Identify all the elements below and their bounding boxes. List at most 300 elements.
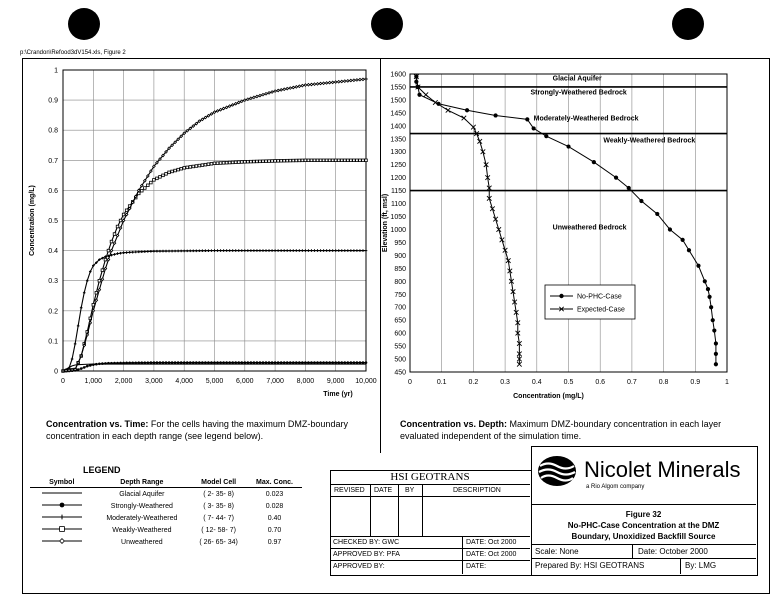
time-series-point	[95, 291, 98, 294]
time-series-point	[347, 361, 350, 364]
firm-name: HSI GEOTRANS	[390, 471, 470, 483]
time-series-point	[201, 164, 204, 167]
time-series-point	[265, 160, 268, 163]
time-series-point	[307, 249, 310, 252]
approved-by-2: APPROVED BY:	[333, 563, 385, 570]
time-series-point	[240, 249, 243, 252]
time-series-point	[150, 361, 153, 364]
time-series-point	[113, 242, 116, 245]
depth-y-tick-label: 700	[394, 304, 406, 312]
depth-series-point	[655, 212, 659, 216]
depth-y-tick-label: 1200	[390, 175, 406, 183]
time-series-point	[119, 252, 122, 255]
time-series-point	[325, 361, 328, 364]
legend-model-cell: ( 26- 65- 34)	[199, 538, 238, 546]
time-x-tick-label: 7,000	[266, 378, 284, 385]
time-series-point	[174, 250, 177, 253]
nicolet-logo-icon	[536, 454, 578, 488]
time-series-point	[180, 167, 183, 170]
time-series-point	[234, 249, 237, 252]
legend-symbol-icon	[40, 524, 84, 534]
time-series-point	[137, 361, 140, 364]
legend-symbol-icon	[40, 512, 84, 522]
time-series-point	[150, 181, 153, 184]
time-series-point	[316, 83, 319, 86]
time-series-point	[186, 250, 189, 253]
binder-hole-right	[672, 8, 704, 40]
time-series-point	[80, 355, 83, 358]
depth-series-point	[462, 116, 467, 121]
depth-y-tick-label: 1400	[390, 123, 406, 131]
depth-y-axis-label: Elevation (ft, msl)	[382, 193, 389, 253]
time-series-point	[159, 158, 162, 161]
legend-depth-range: Glacial Aquifer	[119, 490, 165, 498]
time-series-point	[283, 159, 286, 162]
binder-hole-center	[371, 8, 403, 40]
legend-table	[30, 478, 302, 548]
time-series-point	[207, 249, 210, 252]
depth-series-point	[566, 144, 570, 148]
time-series-point	[268, 361, 271, 364]
by-text: By: LMG	[685, 561, 717, 570]
zone-label: Weakly-Weathered Bedrock	[603, 137, 696, 145]
time-series-point	[328, 81, 331, 84]
time-series-point	[250, 249, 253, 252]
time-series-point	[365, 361, 368, 364]
time-series-point	[183, 167, 186, 170]
time-series-point	[353, 361, 356, 364]
depth-x-tick-label: 0.8	[658, 379, 669, 386]
depth-x-tick-label: 0.6	[595, 379, 606, 386]
time-series-point	[359, 159, 362, 162]
time-series-point	[262, 160, 265, 163]
time-series-point	[86, 279, 89, 282]
company-name: Nicolet Minerals	[584, 457, 741, 482]
time-series-point	[165, 361, 168, 364]
time-x-tick-label: 3,000	[145, 378, 163, 385]
legend-header-conc: Max. Conc.	[247, 478, 302, 488]
depth-y-tick-label: 1000	[390, 226, 406, 234]
time-series-point	[104, 362, 107, 365]
time-series-point	[92, 310, 95, 313]
time-series-point	[247, 160, 250, 163]
time-series-point	[225, 106, 228, 109]
time-series-point	[271, 91, 274, 94]
time-series-point	[274, 361, 277, 364]
time-series-point	[189, 361, 192, 364]
time-series-point	[240, 100, 243, 103]
time-series-point	[307, 361, 310, 364]
time-series-point	[125, 213, 128, 216]
time-series-point	[198, 361, 201, 364]
time-series-point	[177, 250, 180, 253]
time-series-point	[325, 249, 328, 252]
time-series-point	[177, 168, 180, 171]
time-series-point	[353, 159, 356, 162]
time-series-point	[195, 165, 198, 168]
time-series-point	[253, 249, 256, 252]
time-series-point	[262, 361, 265, 364]
time-series-point	[231, 361, 234, 364]
legend-symbol	[30, 488, 94, 501]
time-x-tick-label: 4,000	[175, 378, 193, 385]
time-series-point	[228, 161, 231, 164]
time-series-point	[250, 97, 253, 100]
scale-text: Scale: None	[535, 547, 579, 556]
time-series-point	[250, 160, 253, 163]
time-series-point	[165, 250, 168, 253]
time-series-point	[350, 361, 353, 364]
time-series-point	[150, 170, 153, 173]
depth-series-point	[424, 92, 429, 97]
time-series-point	[343, 80, 346, 83]
time-series-point	[277, 89, 280, 92]
legend-model-cell: ( 2- 35- 8)	[203, 490, 234, 498]
legend-model-cell: ( 3- 35- 8)	[203, 502, 234, 510]
time-series-point	[301, 159, 304, 162]
time-series-point	[225, 361, 228, 364]
time-series-point	[271, 361, 274, 364]
time-series-point	[307, 83, 310, 86]
time-series-point	[165, 173, 168, 176]
legend-symbol-icon	[40, 488, 84, 498]
time-series-point	[110, 240, 113, 243]
time-series-point	[283, 249, 286, 252]
time-series-point	[319, 249, 322, 252]
time-series-point	[356, 159, 359, 162]
time-series-point	[171, 144, 174, 147]
time-series-point	[310, 249, 313, 252]
time-series-point	[362, 249, 365, 252]
prepared-by: Prepared By: HSI GEOTRANS	[535, 561, 645, 570]
time-series-point	[222, 162, 225, 165]
time-series-point	[128, 251, 131, 254]
depth-x-tick-label: 1	[725, 379, 729, 386]
time-series-point	[295, 159, 298, 162]
depth-x-tick-label: 0.9	[690, 379, 701, 386]
time-series-point	[222, 107, 225, 110]
depth-legend-label: No-PHC-Case	[577, 293, 622, 301]
time-series-point	[222, 361, 225, 364]
depth-y-tick-label: 1350	[390, 136, 406, 144]
time-series-point	[195, 361, 198, 364]
time-series-point	[183, 250, 186, 253]
time-series-point	[216, 110, 219, 113]
time-series-point	[313, 249, 316, 252]
time-series-point	[144, 179, 147, 182]
time-series-point	[359, 249, 362, 252]
depth-y-tick-label: 800	[394, 278, 406, 286]
time-series-point	[98, 288, 101, 291]
time-series-point	[280, 249, 283, 252]
time-series-point	[144, 361, 147, 364]
time-series-point	[219, 108, 222, 111]
time-series-point	[286, 87, 289, 90]
legend-symbol-marker	[59, 515, 64, 520]
time-series-point	[328, 361, 331, 364]
time-series-point	[337, 159, 340, 162]
time-series-point	[122, 213, 125, 216]
depth-series-point	[525, 117, 529, 121]
time-x-tick-label: 6,000	[236, 378, 254, 385]
time-series-point	[83, 366, 86, 369]
time-series-point	[356, 79, 359, 82]
time-series-point	[350, 249, 353, 252]
time-series-point	[204, 163, 207, 166]
time-series-point	[71, 358, 74, 361]
time-series-point	[256, 249, 259, 252]
time-series-point	[219, 249, 222, 252]
time-series-point	[319, 82, 322, 85]
time-series-point	[259, 94, 262, 97]
time-series-point	[250, 361, 253, 364]
depth-series-point	[639, 199, 643, 203]
time-series-point	[237, 249, 240, 252]
time-series-point	[268, 249, 271, 252]
time-series-point	[98, 362, 101, 365]
figure-title-1: No-PHC-Case Concentration at the DMZ	[567, 521, 720, 530]
legend-header-cell: Model Cell	[190, 478, 247, 488]
depth-series-expected-case	[414, 74, 522, 366]
time-series-point	[295, 86, 298, 89]
rev-header-divider	[330, 496, 530, 497]
time-series-point	[337, 361, 340, 364]
time-series-point	[174, 361, 177, 364]
time-series-point	[113, 253, 116, 256]
time-series-point	[316, 361, 319, 364]
time-series-point	[353, 79, 356, 82]
time-series-point	[122, 219, 125, 222]
approved-by-1: APPROVED BY: PFA	[333, 551, 400, 558]
time-series-point	[240, 361, 243, 364]
time-series-point	[244, 249, 247, 252]
time-series-point	[168, 250, 171, 253]
time-series-point	[207, 361, 210, 364]
time-series-point	[280, 159, 283, 162]
legend-depth-range: Weakly-Weathered	[112, 526, 172, 534]
depth-legend	[545, 285, 635, 319]
time-series-point	[319, 159, 322, 162]
time-series-point	[68, 369, 71, 372]
time-series-point	[313, 159, 316, 162]
time-series-point	[365, 249, 368, 252]
time-series-point	[277, 249, 280, 252]
time-series-point	[95, 363, 98, 366]
time-series-point	[107, 362, 110, 365]
time-series-point	[274, 160, 277, 163]
time-series-point	[262, 249, 265, 252]
depth-series-point	[712, 328, 716, 332]
date-text: Date: October 2000	[638, 547, 708, 556]
time-series-point	[119, 362, 122, 365]
time-series-point	[234, 361, 237, 364]
time-series-point	[262, 93, 265, 96]
approval-divider-2	[330, 560, 530, 561]
time-series-point	[125, 251, 128, 254]
time-series-point	[131, 361, 134, 364]
depth-series-point	[707, 295, 711, 299]
depth-y-tick-label: 1050	[390, 214, 406, 222]
right-caption-text: Maximum DMZ-boundary concentration in each layer evaluated independent of the simulation time.	[400, 419, 722, 441]
time-series-point	[119, 219, 122, 222]
depth-series-point	[544, 134, 548, 138]
time-series-point	[131, 201, 134, 204]
time-series-point	[280, 89, 283, 92]
time-series-point	[74, 368, 77, 371]
time-series-point	[301, 249, 304, 252]
time-series-point	[107, 249, 110, 252]
time-series-point	[265, 249, 268, 252]
depth-x-tick-label: 0.5	[563, 379, 574, 386]
time-series-point	[343, 249, 346, 252]
time-series-point	[304, 361, 307, 364]
time-series-point	[310, 159, 313, 162]
time-series-point	[189, 127, 192, 130]
concentration-vs-time-chart	[22, 60, 378, 405]
time-series-point	[343, 159, 346, 162]
scale-col	[632, 544, 633, 558]
time-series-point	[362, 159, 365, 162]
time-series-point	[295, 249, 298, 252]
time-series-point	[292, 361, 295, 364]
time-series-point	[289, 87, 292, 90]
time-series-point	[192, 125, 195, 128]
legend-max-conc: 0.40	[267, 514, 282, 522]
concentration-vs-depth-chart	[380, 60, 766, 405]
depth-series-point	[668, 227, 672, 231]
time-series-point	[322, 249, 325, 252]
time-series-point	[213, 249, 216, 252]
checked-date: DATE: Oct 2000	[466, 539, 517, 546]
time-series-point	[331, 81, 334, 84]
time-series-point	[247, 249, 250, 252]
time-y-tick-label: 0.8	[48, 127, 58, 135]
time-y-tick-label: 0.4	[48, 248, 58, 256]
figure-label: Figure 32	[625, 510, 662, 519]
time-x-tick-label: 8,000	[296, 378, 315, 385]
depth-x-tick-label: 0.1	[436, 379, 447, 386]
time-series-point	[350, 79, 353, 82]
depth-series-point	[706, 287, 710, 291]
time-series-point	[156, 361, 159, 364]
time-series-point	[137, 189, 140, 192]
time-series-point	[134, 361, 137, 364]
depth-x-tick-label: 0.2	[468, 379, 479, 386]
depth-series-point	[465, 108, 469, 112]
time-series-point	[231, 104, 234, 107]
time-series-point	[195, 122, 198, 125]
time-series-point	[153, 250, 156, 253]
time-series-point	[171, 250, 174, 253]
time-series-point	[119, 227, 122, 230]
legend-header-symbol: Symbol	[30, 478, 94, 488]
depth-y-tick-label: 550	[394, 343, 406, 351]
legend-header-depth: Depth Range	[94, 478, 191, 488]
time-series-point	[228, 105, 231, 108]
time-series-point	[219, 361, 222, 364]
time-series-point	[92, 363, 95, 366]
time-series-point	[171, 170, 174, 173]
time-series-point	[253, 361, 256, 364]
legend-title: LEGEND	[83, 465, 121, 475]
time-series-point	[340, 249, 343, 252]
time-y-tick-label: 0.3	[48, 278, 58, 286]
time-series-point	[156, 250, 159, 253]
time-series-point	[234, 102, 237, 105]
time-series-point	[356, 361, 359, 364]
depth-y-tick-label: 1250	[390, 162, 406, 170]
rev-col-3	[422, 484, 423, 536]
time-series-point	[337, 80, 340, 83]
time-y-tick-label: 0.2	[48, 308, 58, 316]
depth-y-tick-label: 1500	[390, 97, 406, 105]
depth-y-tick-label: 500	[394, 356, 406, 364]
time-series-point	[228, 361, 231, 364]
legend-symbol-marker	[59, 539, 64, 544]
time-chart-grid	[63, 70, 366, 371]
time-series-point	[201, 361, 204, 364]
time-series-point	[147, 175, 150, 178]
time-series-point	[125, 362, 128, 365]
time-series-point	[104, 258, 107, 261]
approval-col	[462, 536, 463, 574]
time-series-point	[110, 362, 113, 365]
time-series-point	[210, 361, 213, 364]
time-series-point	[365, 159, 368, 162]
time-series-point	[80, 367, 83, 370]
left-caption	[46, 418, 368, 442]
time-series-point	[347, 80, 350, 83]
by-col	[680, 558, 681, 574]
legend-symbol-icon	[40, 500, 84, 510]
depth-series-line	[416, 77, 519, 365]
time-series-point	[116, 362, 119, 365]
time-series-point	[86, 334, 89, 337]
depth-series-point	[532, 126, 536, 130]
time-series-point	[144, 187, 147, 190]
legend-symbol-marker	[59, 527, 64, 532]
rev-col-2	[398, 484, 399, 536]
time-series-point	[331, 249, 334, 252]
time-series-point	[189, 250, 192, 253]
time-series-point	[186, 361, 189, 364]
time-series-point	[125, 209, 128, 212]
legend-symbol	[30, 536, 94, 548]
time-series-point	[298, 249, 301, 252]
time-series-point	[328, 159, 331, 162]
time-x-tick-label: 0	[61, 378, 65, 385]
time-series-point	[83, 291, 86, 294]
time-series-point	[228, 249, 231, 252]
depth-x-tick-label: 0.4	[531, 379, 542, 386]
time-series-point	[162, 154, 165, 157]
depth-series-point	[627, 186, 631, 190]
depth-series-point	[446, 108, 451, 113]
depth-x-tick-label: 0	[408, 379, 412, 386]
time-series-point	[134, 251, 137, 254]
time-series-point	[201, 249, 204, 252]
depth-y-tick-label: 950	[394, 239, 406, 247]
time-series-point	[122, 362, 125, 365]
time-series-point	[65, 369, 68, 372]
time-series-point	[225, 249, 228, 252]
time-series-point	[277, 361, 280, 364]
time-series-point	[210, 249, 213, 252]
rev-col-1	[370, 484, 371, 536]
time-series-point	[162, 361, 165, 364]
time-series-point	[213, 111, 216, 114]
depth-y-tick-label: 850	[394, 265, 406, 273]
